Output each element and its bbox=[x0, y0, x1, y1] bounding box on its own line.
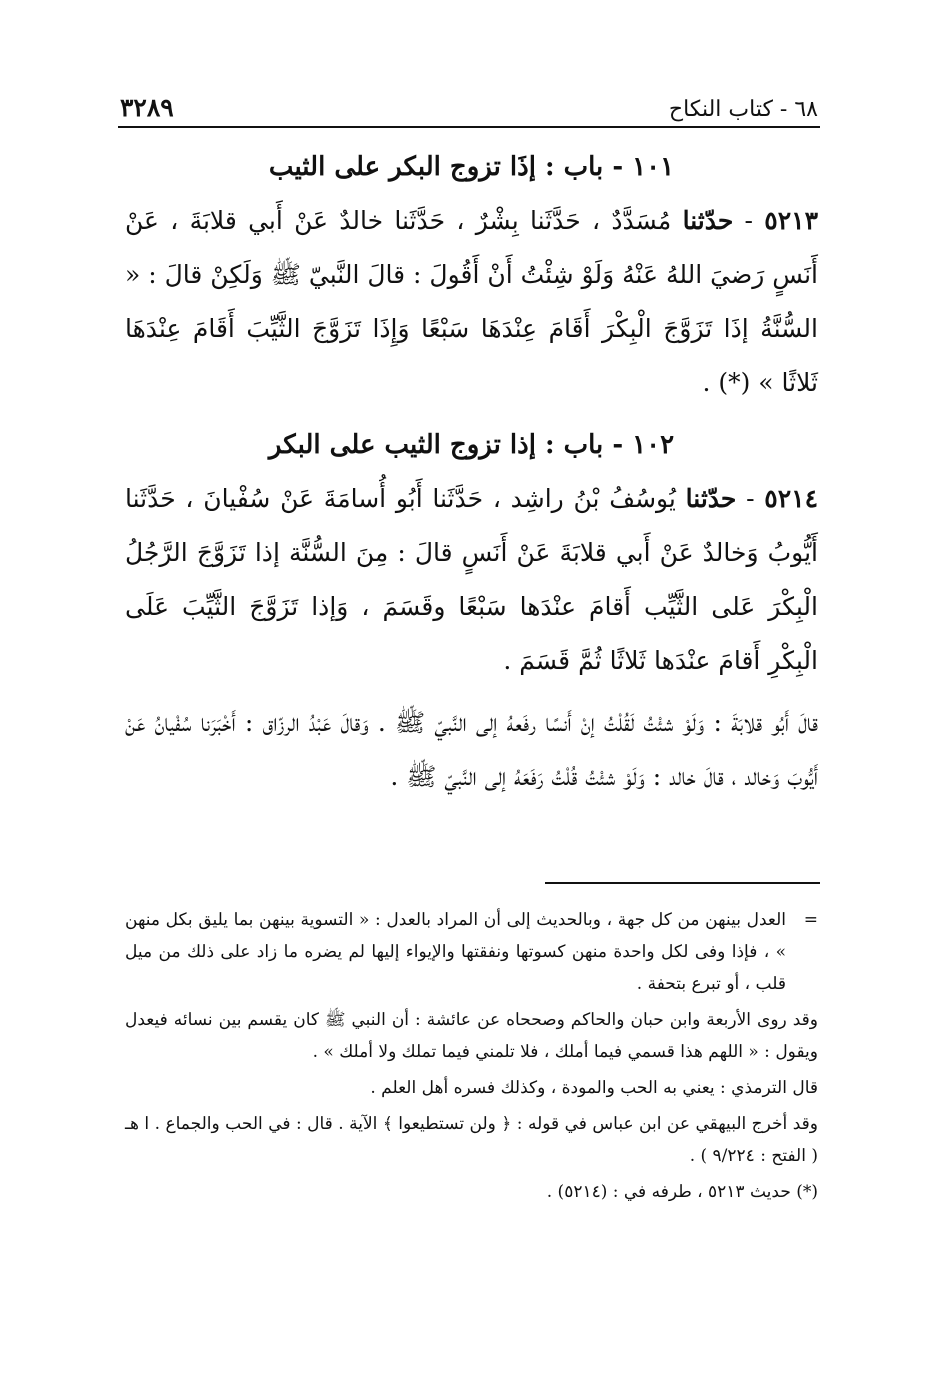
hadith-5214: ٥٢١٤ - حدّثنا يُوسُفُ بْنُ راشِد ، حَدَّثَنا أَبُو أُسامَةَ عَنْ سُفْيانَ ، حَدَّثَنا أَيُّوبُ وَخالدٌ عَنْ أَبي قلابَةَ عَنْ أَنَسٍ قالَ : مِنَ السُّنَّة إذا تَزَوَّجَ الرَّجُلُ الْبِكْرَ عَلى الثَّيِّب أَقامَ عنْدَها سَبْعًا وقَسَمَ ، وَإذا تَزَوَّجَ الثَّيِّبَ عَلَى الْبِكْرِ أَقامَ عنْدَها ثَلاثًا ثُمَّ قَسَمَ . bbox=[125, 484, 819, 675]
header-rule bbox=[118, 126, 820, 128]
page-number: ٣٢٨٩ bbox=[120, 93, 174, 122]
footnote-paragraph: وقد أخرج البيهقي عن ابن عباس في قوله : ﴿ ولن تستطيعوا ﴾ الآية . قال : في الحب والجماع . ا هـ ( الفتح : ٩/٢٢٤ ) . bbox=[125, 1114, 818, 1166]
footnotes bbox=[125, 904, 818, 1212]
hadith-lead: حدّثنا bbox=[685, 484, 737, 513]
footnote-text: العدل بينهن من كل جهة ، وبالحديث إلى أن المراد بالعدل : « التسوية بينهن بما يليق بكل منهن » ، فإذا وفى لكل واحدة منهن كسوتها ونفقتها والإيواء إليها لم يضره ما زاد على ذلك من ميل قلب ، أو تبرع بتحفة . bbox=[125, 910, 786, 994]
bab-title: ١٠١ - باب : إذَا تزوج البكر على الثيب bbox=[268, 152, 675, 182]
hadith-commentary: قالَ أَبُو قلابَةَ : وَلَوْ شئْتُ لَقُلْتُ إنْ أَنسًا رفَعهُ إلى النَّبيّ ﷺ . وَقالَ عَبْدُ الرزّاق : أَخْبَرَنا سُفْيانُ عَنْ أَيُّوبَ وَخالد ، قالَ خالد : وَلَوْ شئْتُ قُلْتُ رَفَعَهُ إلى النَّبيّ ﷺ . bbox=[125, 708, 818, 791]
continuation-marker: = bbox=[803, 910, 818, 930]
bab-title: ١٠٢ - باب : إذا تزوج الثيب على البكر bbox=[268, 430, 675, 460]
footnote-paragraph: وقد روى الأربعة وابن حبان والحاكم وصححاه عن عائشة : أن النبي ﷺ كان يقسم بين نسائه فيعدل ويقول : « اللهم هذا قسمي فيما أملك ، فلا تلمني فيما تملك ولا أملك » . bbox=[125, 1010, 818, 1062]
hadith-text: يُوسُفُ بْنُ راشِد ، حَدَّثَنا أَبُو أُسامَةَ عَنْ سُفْيانَ ، حَدَّثَنا أَيُّوبُ وَخالدٌ عَنْ أَبي قلابَةَ عَنْ أَنَسٍ قالَ : مِنَ السُّنَّة إذا تَزَوَّجَ الرَّجُلُ الْبِكْرَ عَلى الثَّيِّب أَقامَ عنْدَها سَبْعًا وقَسَمَ ، وَإذا تَزَوَّجَ الثَّيِّبَ عَلَى الْبِكْرِ أَقامَ عنْدَها ثَلاثًا ثُمَّ قَسَمَ . bbox=[125, 484, 818, 675]
hadith-5213: ٥٢١٣ - حدّثنا مُسَدَّدٌ ، حَدَّثَنا بِشْرٌ ، حَدَّثَنا خالدٌ عَنْ أَبي قلابَةَ ، عَنْ أَنَسٍ رَضيَ اللهُ عَنْهُ وَلَوْ شِئْتُ أَنْ أَقُولَ : قالَ النَّبيّ ﷺ وَلَكِنْ قالَ : « السُّنَّةُ إذَا تَزَوَّجَ الْبِكْرَ أَقَامَ عِنْدَهَا سَبْعًا وَإِذَا تَزَوَّجَ الثَّيِّبَ أَقَامَ عِنْدَهَا ثَلاثًا » (*) . bbox=[125, 206, 818, 397]
hadith-lead: حدّثنا bbox=[682, 206, 734, 235]
chapter-title: ٦٨ - كتاب النكاح bbox=[668, 97, 818, 122]
hadith-number: ٥٢١٣ bbox=[764, 206, 818, 235]
footnote-paragraph: قال الترمذي : يعني به الحب والمودة ، وكذلك فسره أهل العلم . bbox=[370, 1078, 818, 1098]
footnote-continuation bbox=[125, 904, 818, 1000]
main-text bbox=[125, 140, 818, 804]
footnote-reference: (*) حديث ٥٢١٣ ، طرفه في : (٥٢١٤) . bbox=[546, 1182, 818, 1202]
hadith-text: مُسَدَّدٌ ، حَدَّثَنا بِشْرٌ ، حَدَّثَنا خالدٌ عَنْ أَبي قلابَةَ ، عَنْ أَنَسٍ رَضيَ اللهُ عَنْهُ وَلَوْ شِئْتُ أَنْ أَقُولَ : قالَ النَّبيّ ﷺ وَلَكِنْ قالَ : « السُّنَّةُ إذَا تَزَوَّجَ الْبِكْرَ أَقَامَ عِنْدَهَا سَبْعًا وَإِذَا تَزَوَّجَ الثَّيِّبَ أَقَامَ عِنْدَهَا ثَلاثًا » (*) . bbox=[125, 206, 818, 397]
footnote-rule bbox=[545, 882, 820, 884]
hadith-number: ٥٢١٤ bbox=[764, 484, 819, 513]
page-header bbox=[120, 78, 818, 122]
